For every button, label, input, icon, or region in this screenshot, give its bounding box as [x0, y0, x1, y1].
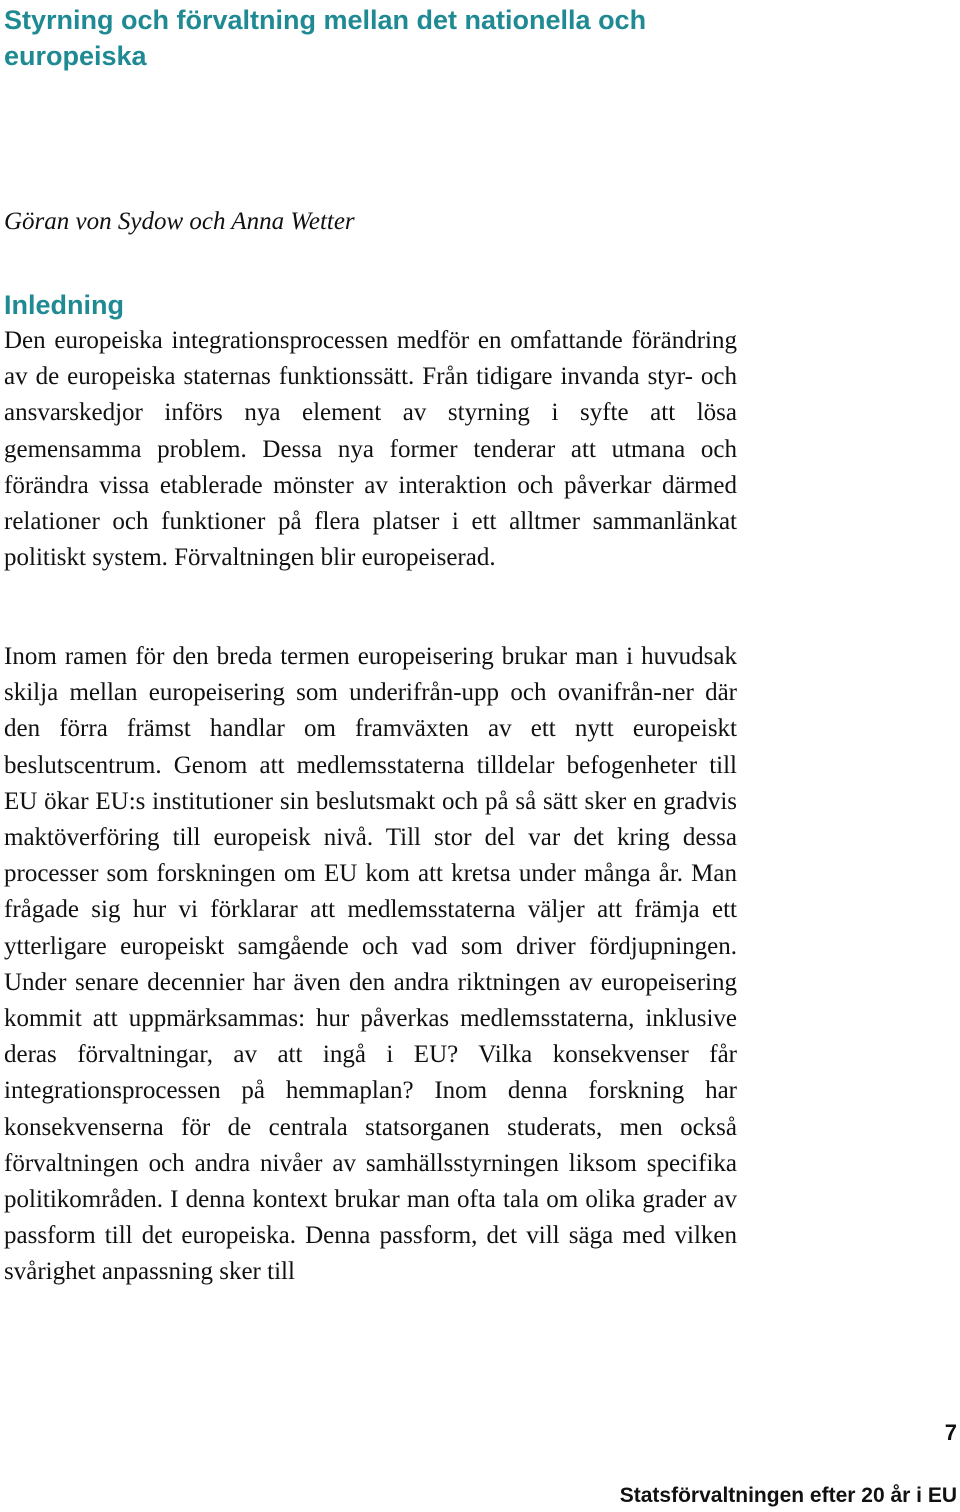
page-number: 7 — [944, 1420, 957, 1445]
body-paragraph: Den europeiska integrationsprocessen medför en omfattande förändring av de europeiska staternas funktionssätt. Från tidigare invanda styr- och ansvarskedjor införs nya element av styrning i syfte att lösa gemensamma problem. Dessa nya former tenderar att utmana och förändra vissa etablerade mönster av interaktion och påverkar därmed relationer och funktioner på flera platser i ett alltmer sammanlänkat politiskt system. Förvaltningen blir europeiserad. — [4, 327, 737, 572]
running-footer: Statsförvaltningen efter 20 år i EU — [619, 1484, 957, 1507]
body-paragraph: Inom ramen för den breda termen europeisering brukar man i huvudsak skilja mellan europeisering som underifrån-upp och ovanifrån-ner där den förra främst handlar om framväxten av ett nytt europeiskt beslutscentrum. Genom att medlemsstaterna tilldelar befogenheter till EU ökar EU:s institutioner sin beslutsmakt och på så sätt sker en gradvis maktöverföring till europeisk nivå. Till stor del var det kring dessa processer som forskningen om EU kom att kretsa under många år. Man frågade sig hur vi förklarar att medlemsstaterna väljer att främja ett ytterligare europeiskt samgående och vad som driver fördjupningen. Under senare decennier har även den andra riktningen av europeisering kommit att uppmärksammas: hur påverkas medlemsstaterna, inklusive deras förvaltningar, av att ingå i EU? Vilka konsekvenser får integrationsprocessen på hemmaplan? Inom denna forskning har konsekvenserna för de centrala statsorganen studerats, men också förvaltningen och andra nivåer av samhällsstyrningen liksom specifika politikområden. I denna kontext brukar man ofta tala om olika grader av passform till det europeiska. Denna passform, det vill säga med vilken svårighet anpassning sker till — [4, 643, 737, 1286]
document-title: Styrning och förvaltning mellan det nationella och europeiska — [4, 5, 647, 71]
authors-line: Göran von Sydow och Anna Wetter — [4, 208, 355, 235]
section-heading: Inledning — [4, 290, 124, 320]
